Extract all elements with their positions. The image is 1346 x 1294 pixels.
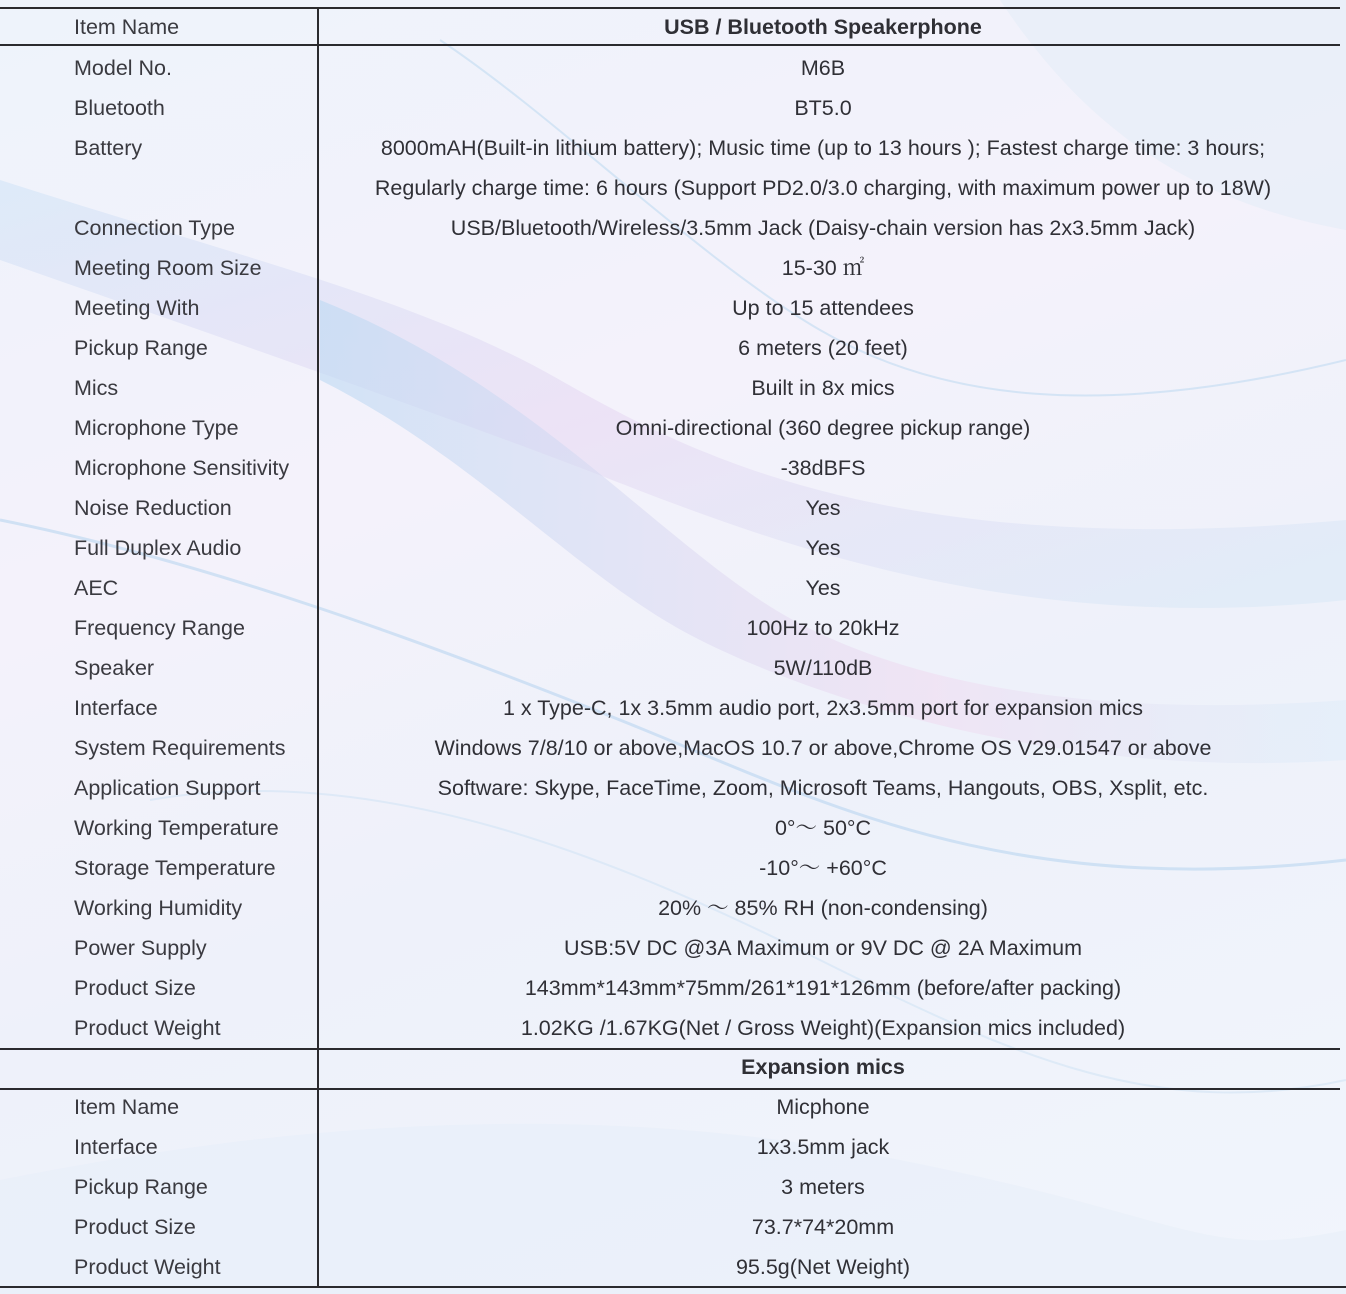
spec-value-line: Regularly charge time: 6 hours (Support PD2.0/3.0 charging, with maximum power up to 18W) xyxy=(374,176,1272,200)
table-row xyxy=(0,928,1346,968)
spec-value: -38dBFS xyxy=(780,456,866,480)
table-row xyxy=(0,1167,1346,1207)
table-row xyxy=(0,488,1346,528)
table-row xyxy=(0,528,1346,568)
spec-value: USB / Bluetooth Speakerphone xyxy=(664,15,982,39)
table-row xyxy=(0,128,1346,208)
table-row xyxy=(0,448,1346,488)
spec-value-line: 8000mAH(Built-in lithium battery); Music time (up to 13 hours ); Fastest charge time: 3 hours; xyxy=(380,136,1266,160)
spec-value: M6B xyxy=(800,56,846,80)
spec-value: -10°～ +60°C xyxy=(759,856,887,880)
spec-value: 6 meters (20 feet) xyxy=(738,336,908,360)
spec-label: Frequency Range xyxy=(74,616,245,640)
spec-value: Omni-directional (360 degree pickup range) xyxy=(615,416,1031,440)
spec-value xyxy=(320,128,1326,208)
table-row xyxy=(0,688,1346,728)
spec-label: System Requirements xyxy=(74,736,286,760)
table-row xyxy=(0,1207,1346,1247)
table-row xyxy=(0,848,1346,888)
spec-label: Application Support xyxy=(74,776,261,800)
spec-label: Product Size xyxy=(74,1215,196,1239)
table-row xyxy=(0,1247,1346,1287)
spec-label: Power Supply xyxy=(74,936,207,960)
spec-value: Software: Skype, FaceTime, Zoom, Microsoft Teams, Hangouts, OBS, Xsplit, etc. xyxy=(437,776,1209,800)
table-row xyxy=(0,288,1346,328)
spec-label: Microphone Sensitivity xyxy=(74,456,290,480)
table-row xyxy=(0,368,1346,408)
spec-value: 5W/110dB xyxy=(773,656,873,680)
spec-label: Product Weight xyxy=(74,1255,221,1279)
spec-label: Mics xyxy=(74,376,119,400)
table-row xyxy=(0,728,1346,768)
spec-label: Pickup Range xyxy=(74,1175,208,1199)
table-row xyxy=(0,1087,1346,1127)
spec-label: Speaker xyxy=(74,656,155,680)
spec-label: Interface xyxy=(74,696,158,720)
spec-label: Storage Temperature xyxy=(74,856,276,880)
table-row xyxy=(0,968,1346,1008)
spec-label: Item Name xyxy=(74,15,180,39)
spec-label: Meeting With xyxy=(74,296,200,320)
spec-value: 1.02KG /1.67KG(Net / Gross Weight)(Expansion mics included) xyxy=(520,1016,1126,1040)
table-header-row xyxy=(0,7,1346,47)
spec-value: Up to 15 attendees xyxy=(732,296,914,320)
spec-label: Product Size xyxy=(74,976,196,1000)
spec-label: Pickup Range xyxy=(74,336,208,360)
spec-value: Windows 7/8/10 or above,MacOS 10.7 or above,Chrome OS V29.01547 or above xyxy=(434,736,1212,760)
spec-value: 20% ～ 85% RH (non-condensing) xyxy=(658,896,988,920)
spec-value: 1x3.5mm jack xyxy=(756,1135,890,1159)
table-row xyxy=(0,328,1346,368)
spec-label: Bluetooth xyxy=(74,96,165,120)
spec-label: Connection Type xyxy=(74,216,235,240)
table-row xyxy=(0,768,1346,808)
spec-value: Expansion mics xyxy=(741,1055,905,1079)
table-row xyxy=(0,88,1346,128)
spec-label: Working Temperature xyxy=(74,816,279,840)
spec-label: Product Weight xyxy=(74,1016,221,1040)
spec-value: 0°～ 50°C xyxy=(774,816,872,840)
table-row xyxy=(0,568,1346,608)
spec-value: USB/Bluetooth/Wireless/3.5mm Jack (Daisy-chain version has 2x3.5mm Jack) xyxy=(450,216,1196,240)
spec-label: Meeting Room Size xyxy=(74,256,262,280)
spec-label: Interface xyxy=(74,1135,158,1159)
table-row xyxy=(0,1008,1346,1048)
spec-value: USB:5V DC @3A Maximum or 9V DC @ 2A Maximum xyxy=(564,936,1082,960)
table-row xyxy=(0,648,1346,688)
table-row xyxy=(0,608,1346,648)
table-row xyxy=(0,248,1346,288)
table-row xyxy=(0,1127,1346,1167)
table-row xyxy=(0,808,1346,848)
spec-value: Yes xyxy=(805,576,841,600)
spec-value: 1 x Type-C, 1x 3.5mm audio port, 2x3.5mm port for expansion mics xyxy=(502,696,1144,720)
table-row xyxy=(0,208,1346,248)
section-header-row xyxy=(0,1047,1346,1087)
table-row xyxy=(0,48,1346,88)
spec-value: 143mm*143mm*75mm/261*191*126mm (before/after packing) xyxy=(524,976,1122,1000)
table-row xyxy=(0,408,1346,448)
table-row xyxy=(0,888,1346,928)
spec-value: 3 meters xyxy=(781,1175,865,1199)
spec-label: Working Humidity xyxy=(74,896,243,920)
spec-value: 95.5g(Net Weight) xyxy=(735,1255,911,1279)
spec-label: Noise Reduction xyxy=(74,496,232,520)
spec-label: Microphone Type xyxy=(74,416,239,440)
spec-value: 100Hz to 20kHz xyxy=(746,616,900,640)
spec-label: Item Name xyxy=(74,1095,180,1119)
spec-value: Built in 8x mics xyxy=(751,376,895,400)
spec-label: Model No. xyxy=(74,56,172,80)
spec-value: BT5.0 xyxy=(794,96,852,120)
spec-value: 15-30 ㎡ xyxy=(781,256,865,280)
spec-label: Full Duplex Audio xyxy=(74,536,242,560)
spec-label: AEC xyxy=(74,576,119,600)
spec-value: 73.7*74*20mm xyxy=(751,1215,895,1239)
spec-value: Yes xyxy=(805,496,841,520)
spec-value: Micphone xyxy=(776,1095,870,1119)
spec-label: Battery xyxy=(74,136,143,160)
spec-value: Yes xyxy=(805,536,841,560)
